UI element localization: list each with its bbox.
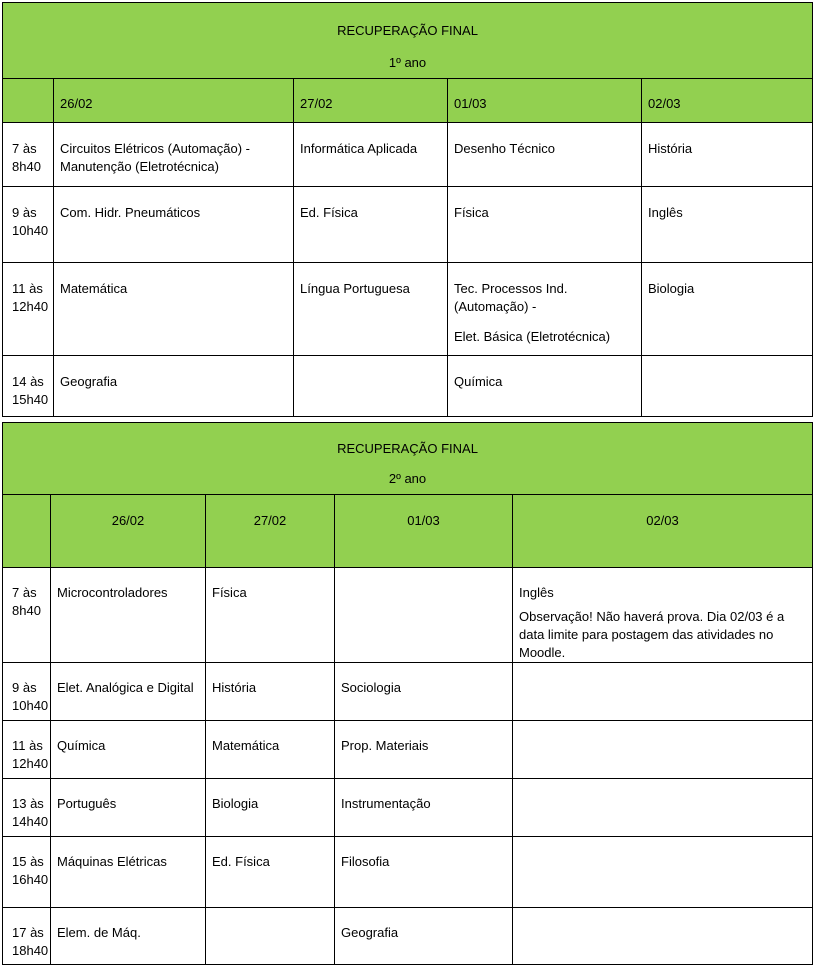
schedule-cell: Geografia <box>54 356 294 417</box>
schedule-cell: Instrumentação <box>335 779 513 837</box>
schedule-cell: Prop. Materiais <box>335 721 513 779</box>
table1-date-header: 01/03 <box>448 79 642 123</box>
table2-date-row <box>3 495 813 568</box>
table1-header <box>3 3 813 79</box>
schedule-cell: Com. Hidr. Pneumáticos <box>54 187 294 263</box>
schedule-cell: Geografia <box>335 908 513 965</box>
schedule-cell <box>513 721 813 779</box>
table-row <box>3 837 813 908</box>
table1-corner-cell <box>3 79 54 123</box>
schedule-cell: Ed. Física <box>294 187 448 263</box>
table-row <box>3 663 813 721</box>
time-cell: 11 às 12h40 <box>3 721 51 779</box>
schedule-cell <box>513 779 813 837</box>
schedule-cell: Português <box>51 779 206 837</box>
table2-date-header: 02/03 <box>513 495 813 568</box>
table-row <box>3 721 813 779</box>
schedule-cell: Informática Aplicada <box>294 123 448 187</box>
table-row <box>3 123 813 187</box>
table-row <box>3 908 813 965</box>
table-row <box>3 263 813 356</box>
schedule-cell: Filosofia <box>335 837 513 908</box>
schedule-cell <box>294 356 448 417</box>
schedule-cell: Matemática <box>54 263 294 356</box>
schedule-cell <box>513 663 813 721</box>
time-cell: 17 às 18h40 <box>3 908 51 965</box>
schedule-cell: Matemática <box>206 721 335 779</box>
table2-date-header: 27/02 <box>206 495 335 568</box>
schedule-cell <box>206 908 335 965</box>
table2-header <box>3 423 813 495</box>
schedule-cell: Elet. Analógica e Digital <box>51 663 206 721</box>
schedule-cell: Tec. Processos Ind. (Automação) - Elet. Básica (Eletrotécnica) <box>448 263 642 356</box>
table-row <box>3 568 813 663</box>
time-cell: 9 às 10h40 <box>3 187 54 263</box>
table-row <box>3 779 813 837</box>
schedule-cell: Química <box>448 356 642 417</box>
schedule-cell: Biologia <box>206 779 335 837</box>
schedule-cell: Sociologia <box>335 663 513 721</box>
schedule-cell: Circuitos Elétricos (Automação) - Manutenção (Eletrotécnica) <box>54 123 294 187</box>
schedule-cell: Ed. Física <box>206 837 335 908</box>
schedule-cell <box>513 908 813 965</box>
time-cell: 11 às 12h40 <box>3 263 54 356</box>
table1-subtitle: 1º ano <box>388 55 427 70</box>
schedule-cell: Língua Portuguesa <box>294 263 448 356</box>
time-cell: 14 às 15h40 <box>3 356 54 417</box>
schedule-cell <box>642 356 813 417</box>
schedule-cell: História <box>206 663 335 721</box>
time-cell: 13 às 14h40 <box>3 779 51 837</box>
schedule-cell <box>335 568 513 663</box>
time-cell: 9 às 10h40 <box>3 663 51 721</box>
table1-date-header: 27/02 <box>294 79 448 123</box>
table1-title: RECUPERAÇÃO FINAL <box>337 23 478 38</box>
schedule-cell: Máquinas Elétricas <box>51 837 206 908</box>
schedule-cell: Física <box>206 568 335 663</box>
schedule-cell: Biologia <box>642 263 813 356</box>
table1-date-header: 02/03 <box>642 79 813 123</box>
table2-date-header: 26/02 <box>51 495 206 568</box>
table1-date-row <box>3 79 813 123</box>
schedule-cell <box>513 837 813 908</box>
table2-title: RECUPERAÇÃO FINAL <box>337 441 478 456</box>
schedule-cell: Química <box>51 721 206 779</box>
observation-note: Observação! Não haverá prova. Dia 02/03 é a data limite para postagem das atividades no Moodle. <box>519 609 785 660</box>
schedule-cell: Microcontroladores <box>51 568 206 663</box>
schedule-cell: Física <box>448 187 642 263</box>
schedule-cell: Desenho Técnico <box>448 123 642 187</box>
schedule-cell: Inglês <box>642 187 813 263</box>
time-cell: 15 às 16h40 <box>3 837 51 908</box>
table-row <box>3 187 813 263</box>
table-row <box>3 356 813 417</box>
table2-date-header: 01/03 <box>335 495 513 568</box>
time-cell: 7 às 8h40 <box>3 568 51 663</box>
schedule-cell: Inglês Observação! Não haverá prova. Dia 02/03 é a data limite para postagem das atividades no Moodle. <box>513 568 813 663</box>
table1-date-header: 26/02 <box>54 79 294 123</box>
schedule-cell: História <box>642 123 813 187</box>
time-cell: 7 às 8h40 <box>3 123 54 187</box>
schedule-table-2nd-year <box>2 422 813 965</box>
schedule-cell: Elem. de Máq. <box>51 908 206 965</box>
table2-subtitle: 2º ano <box>388 471 427 486</box>
schedule-table-1st-year <box>2 2 813 417</box>
table2-corner-cell <box>3 495 51 568</box>
